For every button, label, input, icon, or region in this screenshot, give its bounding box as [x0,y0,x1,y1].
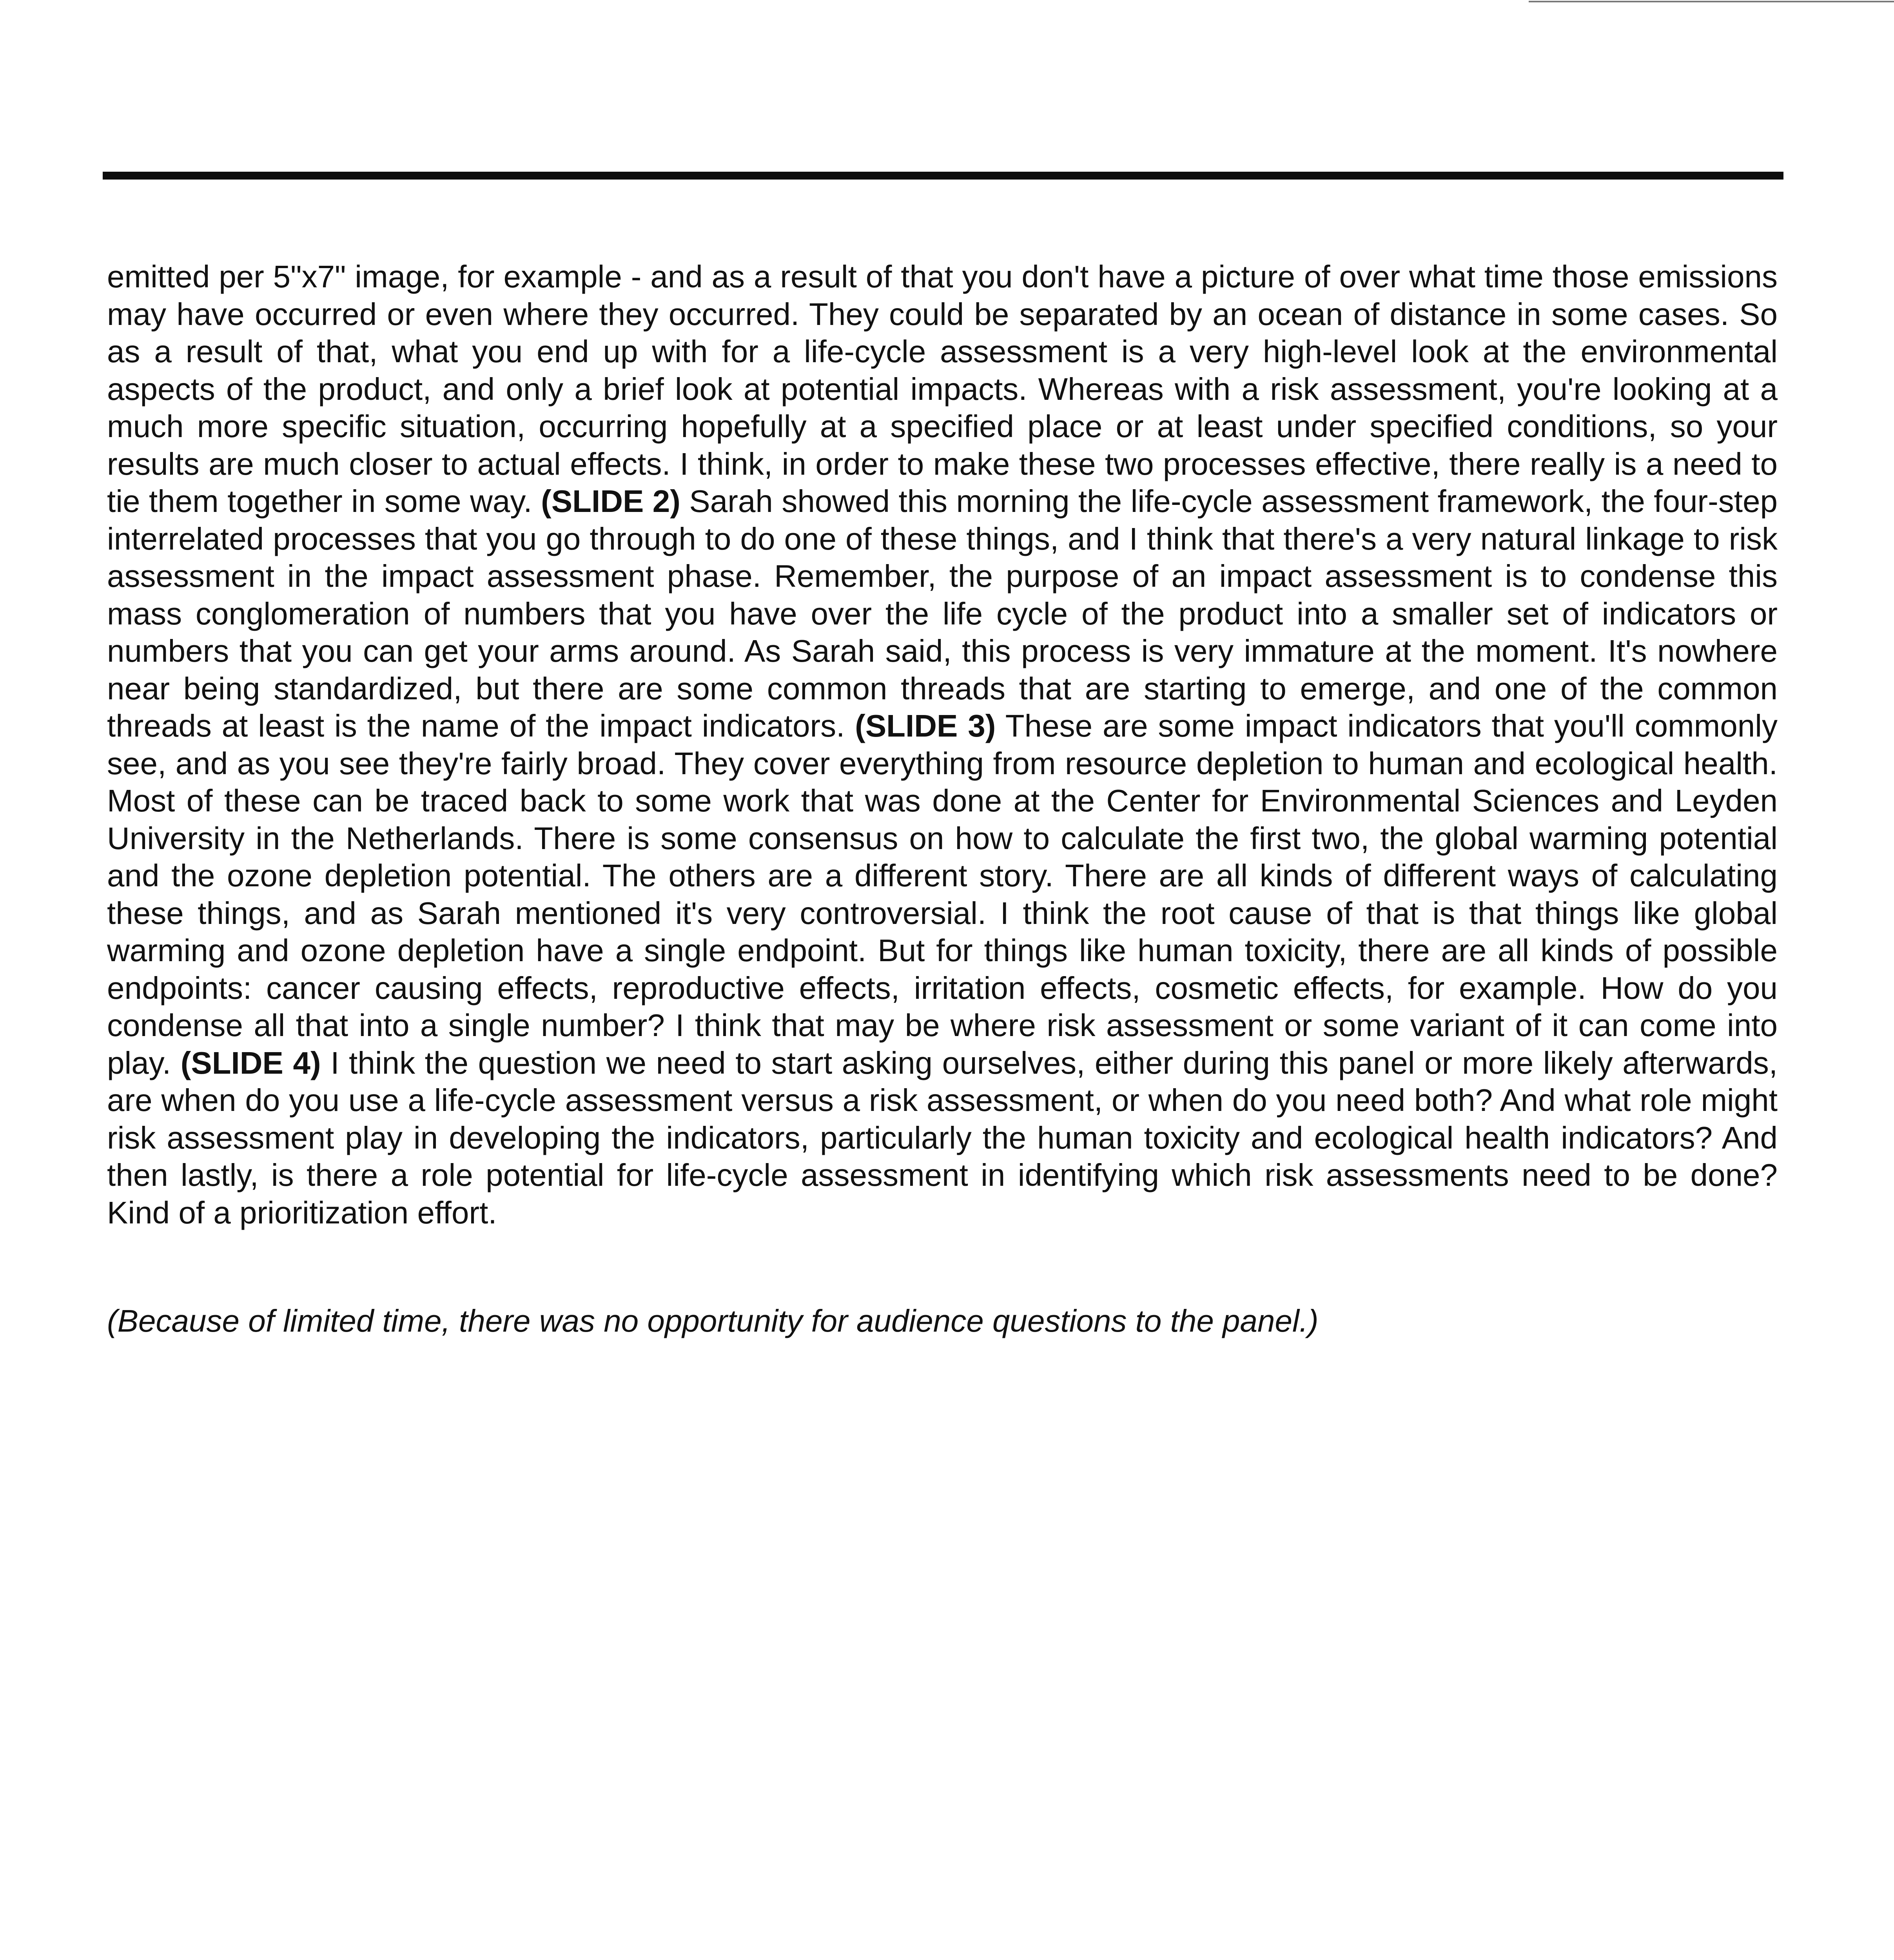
paragraph-text: Sarah showed this morning the life-cycle assessment framework, the four-step interrelated processes that you go through to do one of these things, and I think that there's a very natural linkage to risk assessment in the impact assessment phase. Remember, the purpose of an impact assessment is to condense this mass conglomeration of numbers that you have over the life cycle of the product into a smaller set of indicators or numbers that you can get your arms around. As Sarah said, this process is very immature at the moment. It's nowhere near being standardized, but there are some common threads that are starting to emerge, and one of the common threads at least is the name of the impact indicators. [107,484,1778,743]
slide-2-marker: (SLIDE 2) [541,484,680,519]
paragraph-text: These are some impact indicators that you'll commonly see, and as you see they're fairly broad. They cover everything from resource depletion to human and ecological health. Most of these can be traced back to some work that was done at the Center for Environmental Sciences and Leyden University in the Netherlands. There is some consensus on how to calculate the first two, the global warming potential and the ozone depletion potential. The others are a different story. There are all kinds of different ways of calculating these things, and as Sarah mentioned it's very controversial. I think the root cause of that is that things like global warming and ozone depletion have a single endpoint. But for things like human toxicity, there are all kinds of possible endpoints: cancer causing effects, reproductive effects, irritation effects, cosmetic effects, for example. How do you condense all that into a single number? I think that may be where risk assessment or some variant of it can come into play. [107,708,1778,1080]
top-rule [103,172,1783,180]
editorial-note: (Because of limited time, there was no opportunity for audience questions to the panel.) [107,1303,1319,1338]
transcript-paragraph [107,258,1778,1231]
paragraph-text: emitted per 5"x7" image, for example - and as a result of that you don't have a picture of over what time those emissions may have occurred or even where they occurred. They could be separated by an ocean of distance in some cases. So as a result of that, what you end up with for a life-cycle assessment is a very high-level look at the environmental aspects of the product, and only a brief look at potential impacts. Whereas with a risk assessment, you're looking at a much more specific situation, occurring hopefully at a specified place or at least under specified conditions, so your results are much closer to actual effects. I think, in order to make these two processes effective, there really is a need to tie them together in some way. [107,259,1778,519]
slide-4-marker: (SLIDE 4) [180,1045,321,1080]
paragraph-text: I think the question we need to start asking ourselves, either during this panel or more likely afterwards, are when do you use a life-cycle assessment versus a risk assessment, or when do you need both? And what role might risk assessment play in developing the indicators, particularly the human toxicity and ecological health indicators? And then lastly, is there a role potential for life-cycle assessment in identifying which risk assessments need to be done? Kind of a prioritization effort. [107,1045,1778,1230]
slide-3-marker: (SLIDE 3) [855,708,996,743]
corner-scan-mark [1529,1,1894,2]
